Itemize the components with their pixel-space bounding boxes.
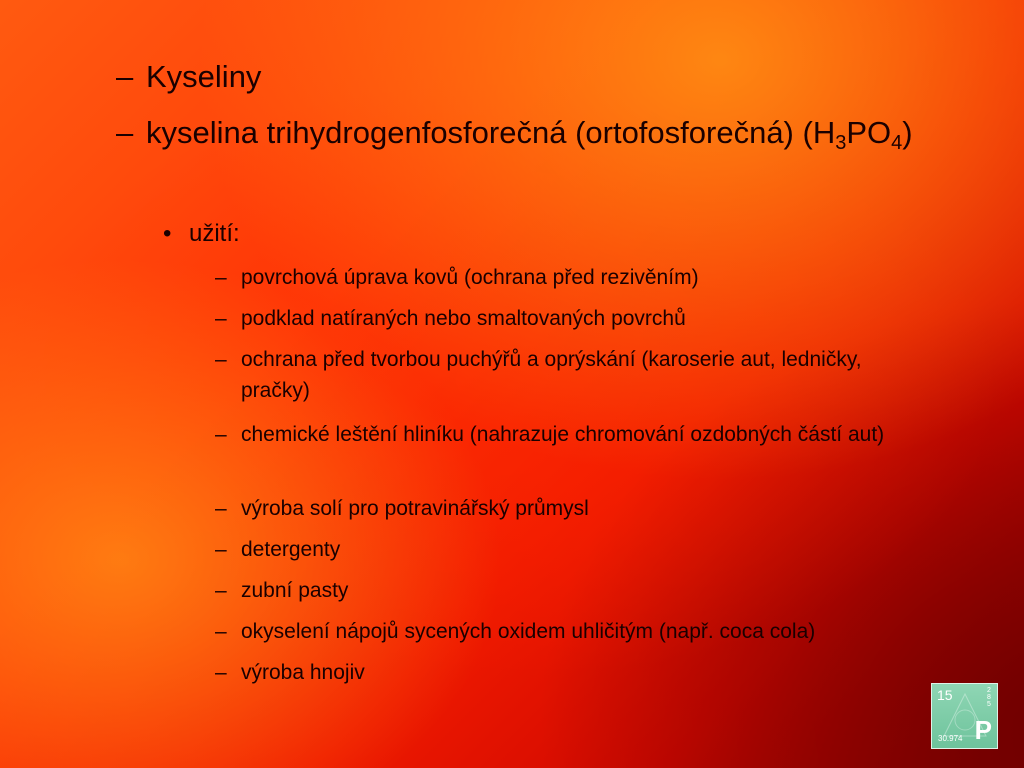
usage-heading-text: užití: — [189, 220, 240, 247]
acid-name-po: PO — [846, 115, 892, 150]
dash-marker: – — [215, 348, 227, 371]
bullet-marker: • — [163, 220, 172, 247]
subscript-3: 3 — [835, 132, 847, 154]
list-item-text: výroba solí pro potravinářský průmysl — [241, 497, 589, 520]
usage-heading — [163, 219, 240, 249]
dash-marker: – — [116, 59, 134, 94]
dash-marker: – — [215, 423, 227, 446]
list-item — [215, 575, 955, 606]
list-item — [215, 419, 935, 450]
dash-marker: – — [215, 538, 227, 561]
shell-value: 8 — [987, 694, 991, 701]
list-item — [215, 303, 955, 334]
electron-shells — [985, 687, 993, 708]
list-item — [215, 493, 955, 524]
list-item-text: zubní pasty — [241, 579, 349, 602]
subscript-4: 4 — [891, 132, 903, 154]
list-item-text: detergenty — [241, 538, 341, 561]
phosphorus-element-tile — [931, 683, 998, 749]
acid-name-main: kyselina trihydrogenfosforečná (ortofosforečná) (H — [146, 115, 836, 150]
list-item-text: chemické leštění hliníku (nahrazuje chromování ozdobných částí aut) — [241, 423, 885, 446]
atomic-mass: 30.974 — [938, 734, 963, 743]
dash-marker: – — [215, 266, 227, 289]
heading-text: Kyseliny — [146, 59, 262, 94]
list-item-text: podklad natíraných nebo smaltovaných povrchů — [241, 307, 686, 330]
list-item — [215, 344, 935, 406]
acid-name-text — [116, 114, 926, 154]
list-item-text: povrchová úprava kovů (ochrana před rezivěním) — [241, 266, 699, 289]
heading-acid-name — [116, 114, 926, 154]
dash-marker: – — [215, 661, 227, 684]
shell-value: 2 — [987, 687, 991, 694]
list-item — [215, 262, 955, 293]
list-item — [215, 657, 955, 688]
list-item — [215, 534, 955, 565]
dash-marker: – — [215, 307, 227, 330]
list-item-text: ochrana před tvorbou puchýřů a oprýskání (karoserie aut, ledničky, pračky) — [241, 348, 862, 402]
dash-marker: – — [215, 497, 227, 520]
dash-marker: – — [116, 115, 134, 150]
dash-marker: – — [215, 579, 227, 602]
heading-kyseliny — [116, 58, 936, 95]
list-item-text: výroba hnojiv — [241, 661, 365, 684]
atomic-number: 15 — [937, 687, 953, 703]
dash-marker: – — [215, 620, 227, 643]
acid-name-close: ) — [902, 115, 913, 150]
list-item — [215, 616, 975, 647]
element-symbol: P — [974, 715, 992, 745]
list-item-text: okyselení nápojů sycených oxidem uhličitým (např. coca cola) — [241, 620, 816, 643]
shell-value: 5 — [987, 701, 991, 708]
